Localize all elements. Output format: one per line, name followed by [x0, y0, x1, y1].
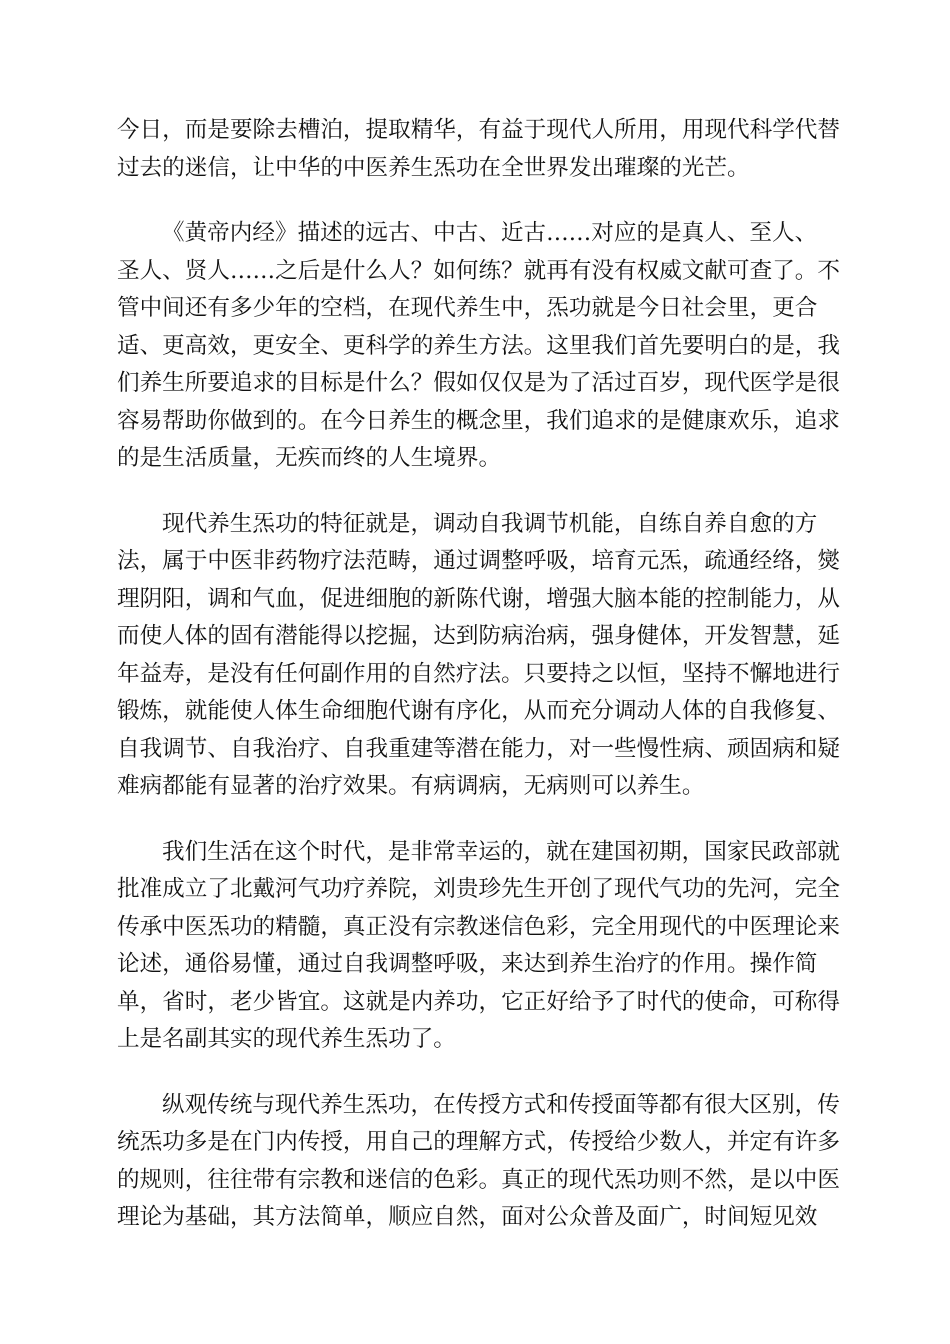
text-line: 圣人、贤人……之后是什么人？如何练？就再有没有权威文献可查了。不 [117, 257, 840, 284]
text-line: 容易帮助你做到的。在今日养生的概念里，我们追求的是健康欢乐，追求 [117, 407, 840, 434]
text-line: 过去的迷信，让中华的中医养生炁功在全世界发出璀璨的光芒。 [117, 154, 750, 181]
text-line: 的是生活质量，无疾而终的人生境界。 [117, 445, 502, 471]
text-line: 适、更高效，更安全、更科学的养生方法。这里我们首先要明白的是，我 [117, 332, 840, 359]
text-line: 论述，通俗易懂，通过自我调整呼吸，来达到养生治疗的作用。操作简 [117, 951, 818, 977]
text-line: 难病都能有显著的治疗效果。有病调病，无病则可以养生。 [117, 773, 705, 799]
text-line: 的规则，往往带有宗教和迷信的色彩。真正的现代炁功则不然，是以中医 [117, 1166, 840, 1193]
text-line: 理阴阳，调和气血，促进细胞的新陈代谢，增强大脑本能的控制能力，从 [117, 585, 840, 612]
text-line: 纵观传统与现代养生炁功，在传授方式和传授面等都有很大区别，传 [162, 1091, 840, 1118]
paragraph-1 [117, 112, 840, 187]
text-line: 今日，而是要除去槽泊，提取精华，有益于现代人所用，用现代科学代替 [117, 117, 840, 143]
text-line: 锻炼，就能使人体生命细胞代谢有序化，从而充分调动人体的自我修复、 [117, 698, 840, 724]
text-line: 现代养生炁功的特征就是，调动自我调节机能，自练自养自愈的方 [162, 510, 818, 537]
text-line: 自我调节、自我治疗、自我重建等潜在能力，对一些慢性病、顽固病和疑 [117, 735, 840, 762]
text-line: 们养生所要追求的目标是什么？假如仅仅是为了活过百岁，现代医学是很 [117, 370, 840, 396]
text-line: 年益寿，是没有任何副作用的自然疗法。只要持之以恒，坚持不懈地进行 [117, 660, 840, 687]
text-line: 统炁功多是在门内传授，用自己的理解方式，传授给少数人，并定有许多 [117, 1129, 840, 1155]
text-line: 《黄帝内经》描述的远古、中古、近古……对应的是真人、至人、 [162, 220, 818, 246]
paragraph-2 [117, 215, 840, 478]
text-line: 理论为基础，其方法简单，顺应自然，面对公众普及面广，时间短见效 [117, 1204, 818, 1230]
text-line: 管中间还有多少年的空档，在现代养生中，炁功就是今日社会里，更合 [117, 295, 818, 321]
paragraph-3 [117, 506, 840, 806]
text-line: 我们生活在这个时代，是非常幸运的，就在建国初期，国家民政部就 [162, 838, 840, 865]
text-line: 而使人体的固有潜能得以挖掘，达到防病治病，强身健体，开发智慧，延 [117, 623, 840, 649]
document-body [117, 112, 840, 1237]
text-line: 单，省时，老少皆宜。这就是内养功，它正好给予了时代的使命，可称得 [117, 988, 840, 1015]
text-line: 传承中医炁功的精髓，真正没有宗教迷信色彩，完全用现代的中医理论来 [117, 913, 840, 940]
paragraph-4 [117, 834, 840, 1059]
text-line: 法，属于中医非药物疗法范畴，通过调整呼吸，培育元炁，疏通经络，爕 [117, 548, 840, 574]
paragraph-5 [117, 1087, 840, 1237]
text-line: 上是名副其实的现代养生炁功了。 [117, 1026, 456, 1052]
text-line: 批准成立了北戴河气功疗养院，刘贵珍先生开创了现代气功的先河，完全 [117, 876, 840, 902]
